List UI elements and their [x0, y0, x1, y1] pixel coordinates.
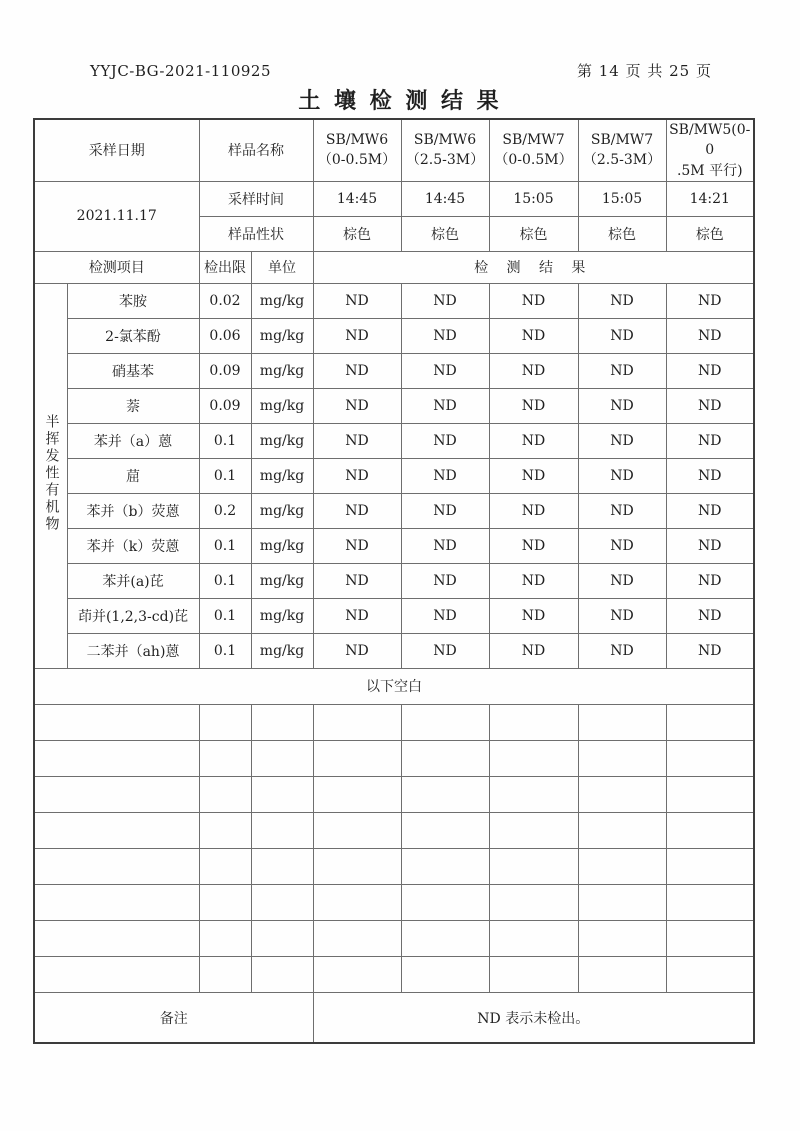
- result-cell: ND: [489, 353, 578, 388]
- sampling-date-label: 采样日期: [34, 119, 199, 181]
- empty-cell: [578, 848, 666, 884]
- empty-row: [34, 740, 754, 776]
- category-label-text: 半挥发性有机物: [43, 414, 60, 534]
- result-cell: ND: [489, 493, 578, 528]
- sample-name-line1: SB/MW6: [413, 132, 477, 149]
- empty-cell: [578, 920, 666, 956]
- result-cell: ND: [578, 458, 666, 493]
- sample-property-value: 棕色: [401, 216, 489, 251]
- empty-row: [34, 956, 754, 992]
- empty-cell: [666, 956, 754, 992]
- sample-property-value: 棕色: [578, 216, 666, 251]
- result-cell: ND: [666, 563, 754, 598]
- sample-name-line2: （2.5-3M）: [582, 152, 662, 169]
- result-cell: ND: [401, 283, 489, 318]
- empty-cell: [666, 812, 754, 848]
- result-cell: ND: [666, 318, 754, 353]
- sampling-time-row: [34, 181, 754, 216]
- remark-row: [34, 992, 754, 1043]
- item-cell: 萘: [67, 388, 199, 423]
- empty-cell: [578, 704, 666, 740]
- result-column-header: 检 测 结 果: [313, 251, 754, 283]
- empty-cell: [489, 848, 578, 884]
- sample-name-line1: SB/MW7: [590, 132, 654, 149]
- limit-cell: 0.1: [199, 423, 251, 458]
- empty-cell: [251, 776, 313, 812]
- table-row: [34, 493, 754, 528]
- sample-property-value: 棕色: [313, 216, 401, 251]
- result-cell: ND: [401, 423, 489, 458]
- result-cell: ND: [666, 458, 754, 493]
- result-cell: ND: [313, 423, 401, 458]
- result-cell: ND: [313, 633, 401, 668]
- table-row: [34, 633, 754, 668]
- sample-name-line1: SB/MW6: [325, 132, 389, 149]
- empty-cell: [34, 920, 199, 956]
- result-cell: ND: [666, 598, 754, 633]
- item-cell: 苯并（b）荧蒽: [67, 493, 199, 528]
- empty-cell: [199, 848, 251, 884]
- result-cell: ND: [489, 563, 578, 598]
- sample-name: [401, 119, 489, 181]
- empty-cell: [666, 704, 754, 740]
- unit-column-header: 单位: [251, 251, 313, 283]
- empty-cell: [401, 920, 489, 956]
- item-cell: 苯并（a）蒽: [67, 423, 199, 458]
- empty-row: [34, 884, 754, 920]
- limit-cell: 0.06: [199, 318, 251, 353]
- sampling-time-value: 15:05: [489, 181, 578, 216]
- limit-cell: 0.1: [199, 458, 251, 493]
- blank-note-row: [34, 668, 754, 704]
- table-row: [34, 388, 754, 423]
- empty-cell: [666, 884, 754, 920]
- result-cell: ND: [401, 318, 489, 353]
- result-cell: ND: [578, 423, 666, 458]
- empty-cell: [251, 704, 313, 740]
- limit-cell: 0.1: [199, 563, 251, 598]
- limit-cell: 0.1: [199, 528, 251, 563]
- page-title: 土 壤 检 测 结 果: [298, 88, 502, 114]
- empty-cell: [578, 956, 666, 992]
- empty-cell: [489, 776, 578, 812]
- result-cell: ND: [578, 318, 666, 353]
- limit-cell: 0.2: [199, 493, 251, 528]
- sampling-time-value: 14:45: [401, 181, 489, 216]
- empty-row: [34, 848, 754, 884]
- item-cell: 2-氯苯酚: [67, 318, 199, 353]
- result-cell: ND: [489, 528, 578, 563]
- empty-cell: [199, 920, 251, 956]
- empty-cell: [489, 956, 578, 992]
- result-cell: ND: [666, 423, 754, 458]
- sample-property-value: 棕色: [666, 216, 754, 251]
- empty-cell: [401, 776, 489, 812]
- empty-cell: [34, 956, 199, 992]
- result-cell: ND: [489, 633, 578, 668]
- empty-cell: [34, 704, 199, 740]
- result-cell: ND: [401, 598, 489, 633]
- unit-cell: mg/kg: [251, 423, 313, 458]
- empty-cell: [578, 776, 666, 812]
- limit-cell: 0.09: [199, 353, 251, 388]
- limit-cell: 0.02: [199, 283, 251, 318]
- category-label: [34, 283, 67, 668]
- result-cell: ND: [578, 598, 666, 633]
- result-cell: ND: [578, 388, 666, 423]
- empty-cell: [401, 812, 489, 848]
- table-row: [34, 353, 754, 388]
- empty-cell: [199, 812, 251, 848]
- result-cell: ND: [578, 493, 666, 528]
- remark-label: 备注: [34, 992, 313, 1043]
- table-row: [34, 458, 754, 493]
- sample-name-label: 样品名称: [199, 119, 313, 181]
- empty-row: [34, 704, 754, 740]
- sampling-time-value: 14:45: [313, 181, 401, 216]
- item-cell: 二苯并（ah)蒽: [67, 633, 199, 668]
- sampling-time-value: 14:21: [666, 181, 754, 216]
- result-cell: ND: [489, 388, 578, 423]
- result-cell: ND: [666, 528, 754, 563]
- result-cell: ND: [401, 388, 489, 423]
- sample-name: [489, 119, 578, 181]
- sample-name-line1: SB/MW7: [502, 132, 565, 149]
- remark-text: ND 表示未检出。: [313, 992, 754, 1043]
- empty-cell: [313, 956, 401, 992]
- result-cell: ND: [489, 423, 578, 458]
- empty-cell: [251, 812, 313, 848]
- result-cell: ND: [666, 353, 754, 388]
- empty-cell: [578, 812, 666, 848]
- limit-column-header: 检出限: [199, 251, 251, 283]
- empty-cell: [401, 848, 489, 884]
- empty-cell: [666, 920, 754, 956]
- empty-cell: [489, 920, 578, 956]
- unit-cell: mg/kg: [251, 493, 313, 528]
- sample-name: [313, 119, 401, 181]
- result-cell: ND: [401, 633, 489, 668]
- result-cell: ND: [313, 353, 401, 388]
- doc-number: YYJC-BG-2021-110925: [90, 62, 271, 80]
- empty-cell: [401, 884, 489, 920]
- sampling-time-label: 采样时间: [199, 181, 313, 216]
- results-table: [33, 118, 755, 1044]
- empty-row: [34, 920, 754, 956]
- unit-cell: mg/kg: [251, 388, 313, 423]
- empty-cell: [401, 740, 489, 776]
- sample-name: [578, 119, 666, 181]
- unit-cell: mg/kg: [251, 353, 313, 388]
- page-indicator: 第 14 页 共 25 页: [576, 62, 712, 80]
- item-cell: 茚并(1,2,3-cd)芘: [67, 598, 199, 633]
- table-row: [34, 528, 754, 563]
- unit-cell: mg/kg: [251, 598, 313, 633]
- empty-cell: [313, 884, 401, 920]
- sample-property-value: 棕色: [489, 216, 578, 251]
- empty-cell: [489, 704, 578, 740]
- empty-cell: [313, 776, 401, 812]
- unit-cell: mg/kg: [251, 563, 313, 598]
- table-row: [34, 598, 754, 633]
- empty-cell: [313, 920, 401, 956]
- result-cell: ND: [489, 458, 578, 493]
- sample-name-line2: .5M 平行): [676, 162, 743, 179]
- result-cell: ND: [401, 353, 489, 388]
- empty-cell: [578, 740, 666, 776]
- item-cell: 苯胺: [67, 283, 199, 318]
- limit-cell: 0.09: [199, 388, 251, 423]
- empty-cell: [251, 848, 313, 884]
- unit-cell: mg/kg: [251, 528, 313, 563]
- result-cell: ND: [666, 493, 754, 528]
- unit-cell: mg/kg: [251, 283, 313, 318]
- empty-cell: [251, 956, 313, 992]
- empty-row: [34, 812, 754, 848]
- column-header-row: [34, 251, 754, 283]
- blank-note: 以下空白: [34, 668, 754, 704]
- result-cell: ND: [313, 318, 401, 353]
- table-row: [34, 563, 754, 598]
- empty-cell: [489, 884, 578, 920]
- unit-cell: mg/kg: [251, 458, 313, 493]
- result-cell: ND: [489, 598, 578, 633]
- result-cell: ND: [578, 563, 666, 598]
- sample-property-label: 样品性状: [199, 216, 313, 251]
- result-cell: ND: [401, 563, 489, 598]
- empty-cell: [199, 956, 251, 992]
- empty-cell: [34, 776, 199, 812]
- item-cell: 䓛: [67, 458, 199, 493]
- empty-cell: [251, 920, 313, 956]
- empty-cell: [313, 812, 401, 848]
- empty-cell: [489, 740, 578, 776]
- result-cell: ND: [313, 458, 401, 493]
- empty-cell: [313, 848, 401, 884]
- sample-name-line2: （0-0.5M）: [317, 152, 397, 169]
- sample-name-line2: （0-0.5M）: [494, 152, 573, 169]
- limit-cell: 0.1: [199, 633, 251, 668]
- empty-cell: [34, 812, 199, 848]
- empty-cell: [251, 884, 313, 920]
- empty-cell: [401, 956, 489, 992]
- empty-row: [34, 776, 754, 812]
- empty-cell: [34, 884, 199, 920]
- unit-cell: mg/kg: [251, 318, 313, 353]
- result-cell: ND: [313, 493, 401, 528]
- result-cell: ND: [666, 388, 754, 423]
- item-cell: 苯并(a)芘: [67, 563, 199, 598]
- sample-name-line1: SB/MW5(0-0: [669, 122, 751, 159]
- empty-cell: [199, 704, 251, 740]
- empty-cell: [199, 740, 251, 776]
- item-cell: 硝基苯: [67, 353, 199, 388]
- empty-cell: [666, 776, 754, 812]
- result-cell: ND: [578, 283, 666, 318]
- sampling-date-value: 2021.11.17: [34, 181, 199, 251]
- item-cell: 苯并（k）荧蒽: [67, 528, 199, 563]
- result-cell: ND: [578, 353, 666, 388]
- unit-cell: mg/kg: [251, 633, 313, 668]
- result-cell: ND: [313, 388, 401, 423]
- result-cell: ND: [401, 528, 489, 563]
- result-cell: ND: [578, 528, 666, 563]
- result-cell: ND: [313, 563, 401, 598]
- item-column-header: 检测项目: [34, 251, 199, 283]
- table-row: [34, 423, 754, 458]
- sampling-time-value: 15:05: [578, 181, 666, 216]
- empty-cell: [34, 848, 199, 884]
- empty-cell: [578, 884, 666, 920]
- result-cell: ND: [489, 283, 578, 318]
- empty-cell: [489, 812, 578, 848]
- result-cell: ND: [313, 598, 401, 633]
- empty-cell: [401, 704, 489, 740]
- result-cell: ND: [489, 318, 578, 353]
- sample-name: [666, 119, 754, 181]
- empty-cell: [313, 704, 401, 740]
- result-cell: ND: [313, 528, 401, 563]
- empty-cell: [251, 740, 313, 776]
- result-cell: ND: [578, 633, 666, 668]
- limit-cell: 0.1: [199, 598, 251, 633]
- result-cell: ND: [666, 633, 754, 668]
- empty-cell: [666, 848, 754, 884]
- empty-cell: [666, 740, 754, 776]
- empty-cell: [313, 740, 401, 776]
- empty-cell: [199, 884, 251, 920]
- table-row: [34, 283, 754, 318]
- sample-name-row: [34, 119, 754, 181]
- result-cell: ND: [401, 493, 489, 528]
- result-cell: ND: [401, 458, 489, 493]
- table-row: [34, 318, 754, 353]
- result-cell: ND: [313, 283, 401, 318]
- empty-cell: [199, 776, 251, 812]
- empty-cell: [34, 740, 199, 776]
- result-cell: ND: [666, 283, 754, 318]
- sample-name-line2: （2.5-3M）: [405, 152, 485, 169]
